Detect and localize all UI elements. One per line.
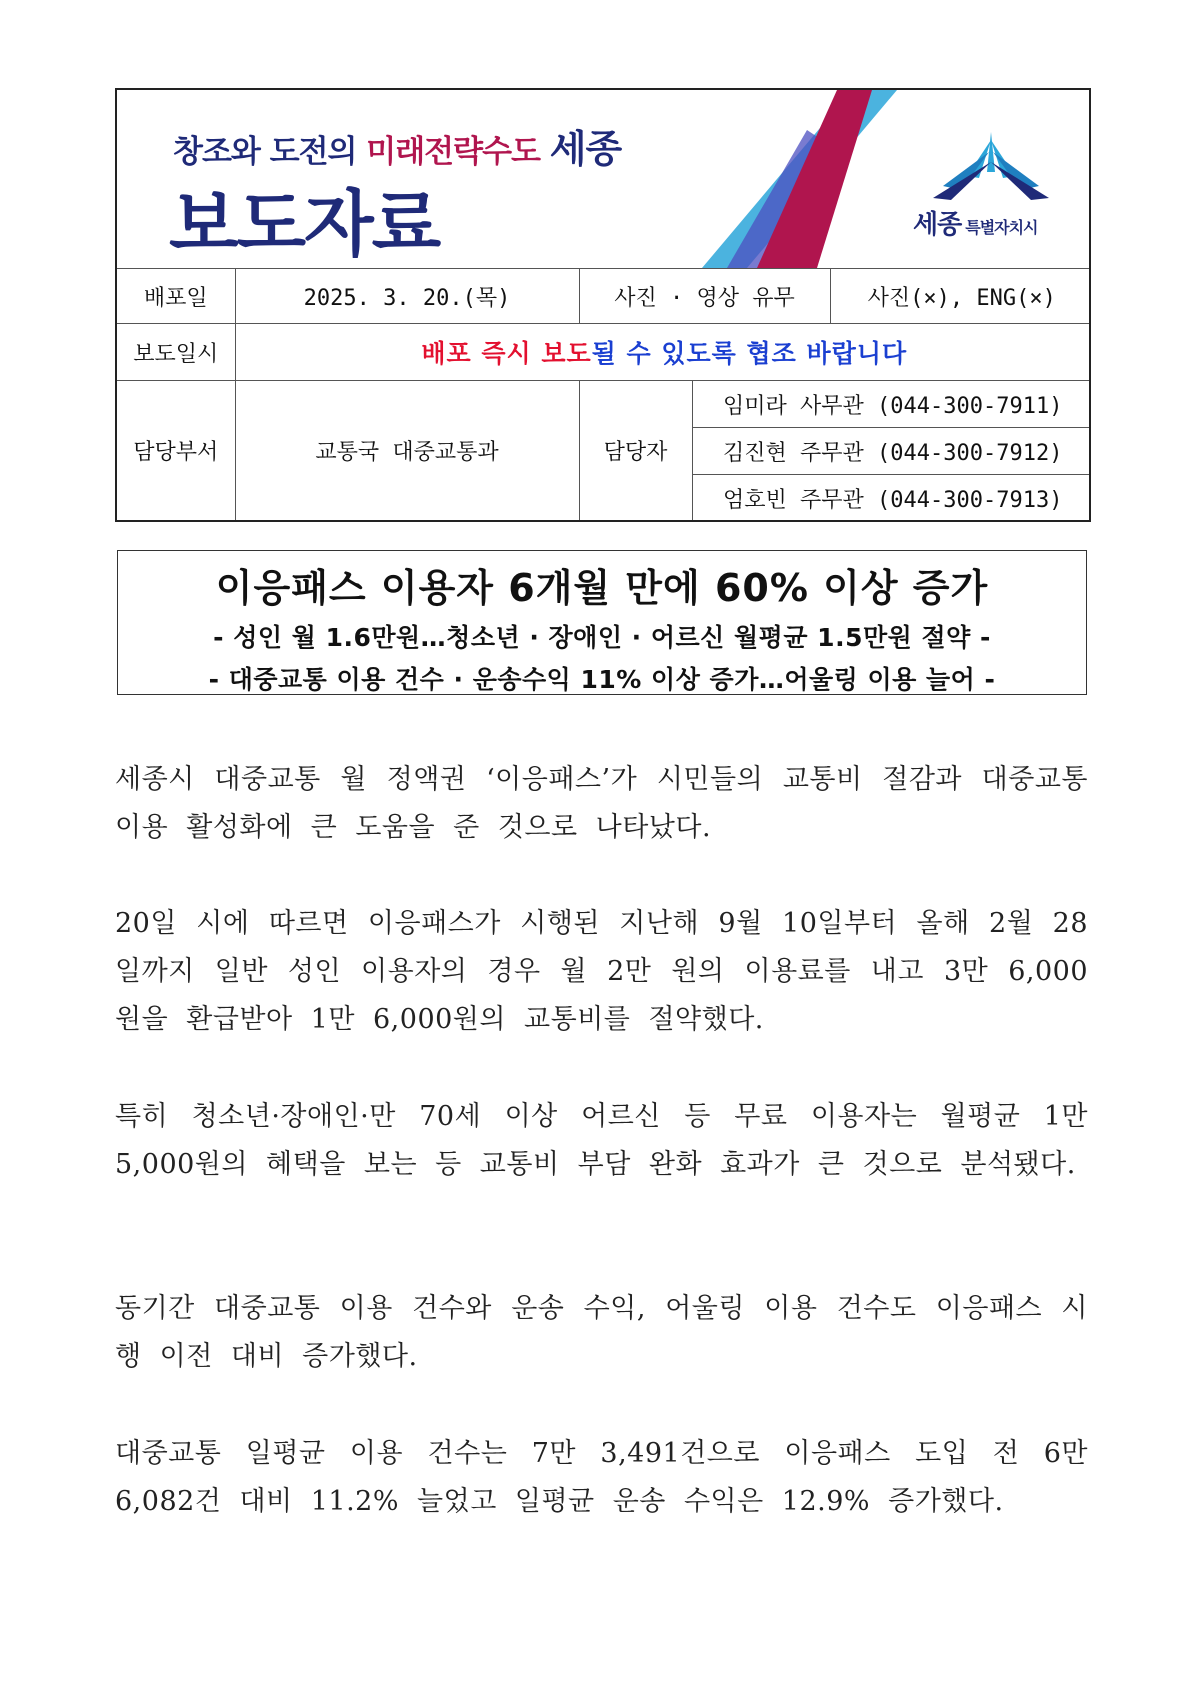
sejong-emblem-icon (931, 132, 1051, 202)
slogan-part-3: 미래전략수도 (366, 134, 550, 170)
banner (117, 90, 1089, 268)
sejong-logo (913, 132, 1083, 252)
body-paragraph-2: 20일 시에 따르면 이응패스가 시행된 지난해 9월 10일부터 올해 2월 28일까지 일반 성인 이용자의 경우 월 2만 원의 이용료를 내고 3만 6,000원을 환급받아 1만 6,000원의 교통비를 절약했다. (115, 908, 1088, 1035)
contact-label: 담당자 (579, 381, 692, 522)
request-red-text: 배포 즉시 보도 (421, 339, 592, 368)
slogan-part-1: 창조와 (173, 134, 270, 170)
logo-main-text: 세종 (913, 210, 962, 240)
release-date-value: 2025. 3. 20.(목) (235, 269, 579, 324)
body-paragraph-1: 세종시 대중교통 월 정액권 ‘이응패스’가 시민들의 교통비 절감과 대중교통 이용 활성화에 큰 도움을 준 것으로 나타났다. (115, 764, 1088, 843)
slogan-part-4: 세종 (549, 127, 622, 171)
headline-box (117, 550, 1087, 695)
slogan-part-2: 도전의 (269, 134, 367, 170)
logo-text (913, 204, 1038, 241)
subheadline-1: - 성인 월 1.6만원…청소년 · 장애인 · 어르신 월평균 1.5만원 절약 - (213, 623, 991, 652)
department-label: 담당부서 (117, 381, 235, 522)
report-time-label: 보도일시 (117, 324, 235, 381)
media-label: 사진 · 영상 유무 (579, 269, 830, 324)
press-header-box (115, 88, 1091, 522)
release-info-table (117, 268, 1091, 522)
department-value: 교통국 대중교통과 (235, 381, 579, 522)
release-date-label: 배포일 (117, 269, 235, 324)
press-release-title: 보도자료 (169, 182, 440, 266)
contact-2: 김진현 주무관 (044-300-7912) (692, 428, 1091, 475)
media-value: 사진(×), ENG(×) (830, 269, 1091, 324)
body-paragraph-5: 대중교통 일평균 이용 건수는 7만 3,491건으로 이응패스 도입 전 6만 6,082건 대비 11.2% 늘었고 일평균 운송 수익은 12.9% 증가했다. (115, 1438, 1088, 1517)
logo-sub-text: 특별자치시 (965, 218, 1038, 237)
subheadline-2: - 대중교통 이용 건수 · 운송수익 11% 이상 증가…어울링 이용 늘어 - (208, 665, 996, 694)
report-request (235, 324, 1091, 381)
slogan (173, 118, 621, 173)
request-blue-text: 될 수 있도록 협조 바랍니다 (591, 339, 908, 368)
contact-3: 엄호빈 주무관 (044-300-7913) (692, 475, 1091, 522)
contact-1: 임미라 사무관 (044-300-7911) (692, 381, 1091, 428)
body-paragraph-4: 동기간 대중교통 이용 건수와 운송 수익, 어울링 이용 건수도 이응패스 시행 이전 대비 증가했다. (115, 1293, 1088, 1372)
headline-title: 이응패스 이용자 6개월 만에 60% 이상 증가 (215, 566, 989, 610)
body-paragraph-3: 특히 청소년·장애인·만 70세 이상 어르신 등 무료 이용자는 월평균 1만 5,000원의 혜택을 보는 등 교통비 부담 완화 효과가 큰 것으로 분석됐다. (115, 1101, 1088, 1180)
